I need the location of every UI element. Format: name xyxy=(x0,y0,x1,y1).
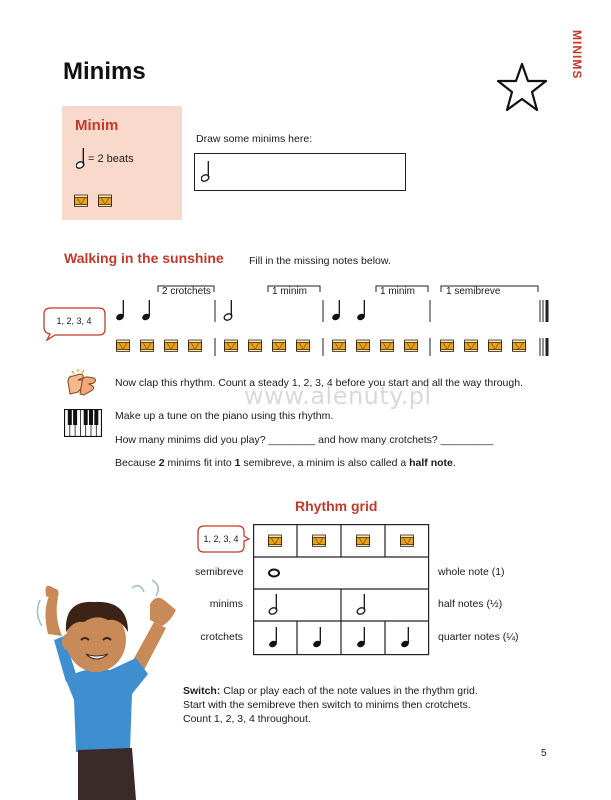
bracket-label: 1 minim xyxy=(380,286,416,297)
drum-icon xyxy=(98,194,112,208)
minim-note-icon xyxy=(76,148,86,170)
draw-area[interactable] xyxy=(194,153,406,191)
minim-note-icon xyxy=(201,161,211,183)
switch-instruction-line2: Start with the semibreve then switch to minims then crotchets. xyxy=(183,699,471,711)
count-speech-bubble: 1, 2, 3, 4 xyxy=(196,524,248,554)
grid-row-label-semibreve: semibreve xyxy=(195,566,244,578)
minim-box-heading: Minim xyxy=(75,117,119,134)
section-side-tab: MINIMS xyxy=(570,30,584,80)
grid-row-label-whole-note: whole note (1) xyxy=(438,566,505,578)
bracket-label: 2 crotchets xyxy=(162,286,211,297)
count-speech-bubble: 1, 2, 3, 4 xyxy=(41,305,107,341)
switch-instruction-line3: Count 1, 2, 3, 4 throughout. xyxy=(183,713,311,725)
grid-row-label-half-notes: half notes (½) xyxy=(438,598,503,610)
crotchet-note xyxy=(356,300,366,321)
clapping-boy-illustration xyxy=(36,570,196,800)
grid-row-label-minims: minims xyxy=(209,598,243,610)
piano-keyboard-icon xyxy=(64,409,102,437)
clapping-hands-icon xyxy=(64,368,98,396)
draw-prompt: Draw some minims here: xyxy=(196,133,313,145)
piano-instruction: Make up a tune on the piano using this rhythm. xyxy=(115,410,334,422)
bracket-label: 1 minim xyxy=(272,286,308,297)
grid-row-label-crotchets: crotchets xyxy=(200,631,243,643)
watermark: www.alenuty.pl xyxy=(244,382,432,410)
minim-note xyxy=(223,300,233,321)
bracket-label: 1 semibreve xyxy=(446,286,501,297)
page-title: Minims xyxy=(63,58,146,85)
rhythm-grid xyxy=(253,524,430,656)
clap-instruction: Now clap this rhythm. Count a steady 1, 2, 3, 4 before you start and all the way through. xyxy=(115,377,523,389)
switch-instruction: Switch: Clap or play each of the note values in the rhythm grid. xyxy=(183,685,478,697)
minims-question: How many minims did you play? ________ and how many crotchets? _________ xyxy=(115,434,494,446)
walking-instruction: Fill in the missing notes below. xyxy=(249,255,391,267)
minim-info-box xyxy=(62,106,182,220)
page-number: 5 xyxy=(541,748,547,759)
crotchet-note xyxy=(141,300,151,321)
half-note-explanation: Because 2 minims fit into 1 semibreve, a minim is also called a half note. xyxy=(115,457,456,469)
section-heading-rhythm-grid: Rhythm grid xyxy=(295,498,378,514)
section-heading-walking: Walking in the sunshine xyxy=(64,250,224,266)
star-icon xyxy=(496,62,548,114)
grid-row-label-quarter-notes: quarter notes (¼) xyxy=(438,631,519,643)
crotchet-note xyxy=(115,300,125,321)
crotchet-note xyxy=(331,300,341,321)
minim-beats: = 2 beats xyxy=(76,148,134,170)
drum-icon xyxy=(74,194,88,208)
